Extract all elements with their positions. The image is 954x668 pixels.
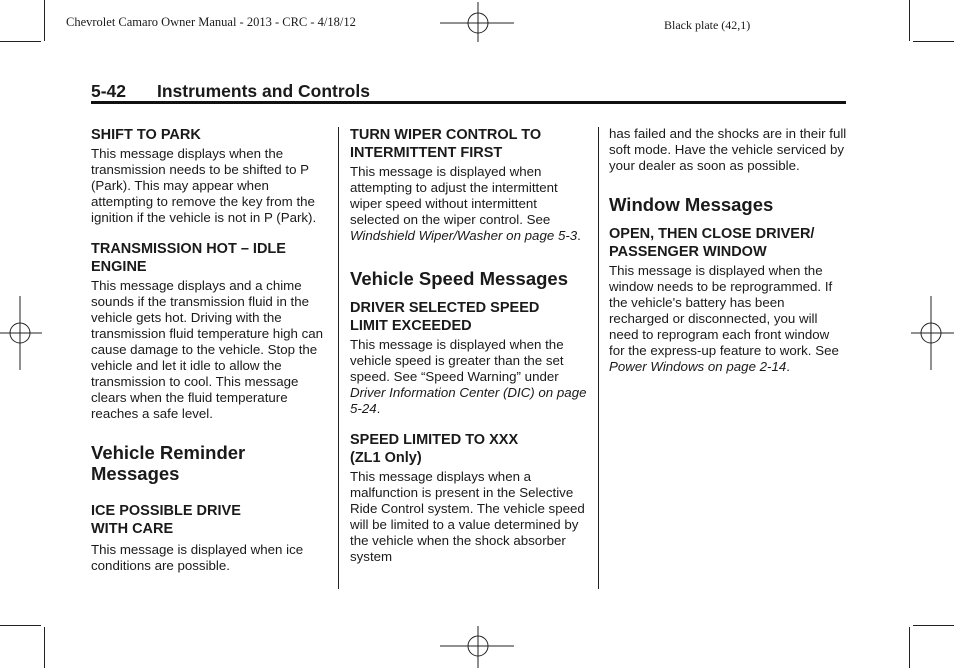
crop-mark: [913, 625, 954, 626]
message-description: This message displays when the transmission needs to be shifted to P (Park). This may appear when attempting to remove the key from the ignition if the vehicle is not in P (Park).: [91, 146, 317, 225]
crop-mark: [913, 41, 954, 42]
message-heading: SHIFT TO PARK: [91, 127, 201, 143]
cross-reference-link[interactable]: Driver Information Center (DIC) on page 5-24: [350, 385, 587, 416]
print-header-left: Chevrolet Camaro Owner Manual - 2013 - CRC - 4/18/12: [66, 15, 356, 29]
section-subtitle: Vehicle Speed Messages: [350, 268, 569, 289]
cross-reference-link[interactable]: Power Windows on page 2-14: [609, 359, 787, 374]
print-header-right: Black plate (42,1): [664, 18, 751, 32]
crop-mark: [0, 41, 41, 42]
message-heading: SPEED LIMITED TO XXX (ZL1 Only): [350, 432, 519, 466]
page-heading: [91, 81, 370, 102]
section-subtitle: Window Messages: [609, 194, 774, 215]
page-number: 5-42: [91, 81, 127, 101]
cross-reference-link[interactable]: Windshield Wiper/Washer on page 5-3: [350, 228, 578, 243]
message-heading: TRANSMISSION HOT – IDLE ENGINE: [91, 241, 286, 275]
message-description: This message displays when a malfunction is present in the Selective Ride Control system. The vehicle speed will be limited to a value determined by the vehicle when the shock absorber system: [350, 469, 585, 564]
message-heading: ICE POSSIBLE DRIVE WITH CARE: [91, 503, 241, 537]
message-description: This message is displayed when the window needs to be reprogrammed. If the vehicle's battery has been recharged or disconnected, you will need to reprogram each front window for the express-up feature to work. See Power Windows on page 2-14.: [609, 263, 839, 374]
message-heading: OPEN, THEN CLOSE DRIVER/ PASSENGER WINDOW: [609, 226, 815, 260]
message-description: This message is displayed when the vehicle speed is greater than the set speed. See “Speed Warning” under Driver Information Center (DIC) on page 5-24.: [350, 337, 587, 416]
message-description: This message displays and a chime sounds if the transmission fluid in the vehicle gets hot. Driving with the transmission fluid temperature high can cause damage to the vehicle. Stop the vehicle and let it idle to allow the transmission to cool. This message clears when the fluid temperature reaches a safe level.: [91, 278, 324, 421]
crop-mark: [909, 0, 910, 41]
crop-mark: [44, 0, 45, 41]
section-subtitle: Vehicle Reminder Messages: [91, 442, 246, 484]
column-3: [609, 126, 847, 385]
message-description: has failed and the shocks are in their full soft mode. Have the vehicle serviced by your dealer as soon as possible.: [609, 126, 847, 173]
column-divider: [338, 127, 339, 589]
column-divider: [598, 127, 599, 589]
registration-mark-icon: [440, 2, 514, 42]
registration-mark-icon: [440, 626, 514, 668]
registration-mark-icon: [911, 296, 954, 370]
section-title: Instruments and Controls: [157, 81, 370, 101]
message-heading: TURN WIPER CONTROL TO INTERMITTENT FIRST: [350, 127, 542, 161]
crop-mark: [909, 627, 910, 668]
registration-mark-icon: [0, 296, 42, 370]
column-2: [350, 126, 588, 575]
message-description: This message is displayed when ice conditions are possible.: [91, 542, 304, 573]
column-1: [91, 126, 329, 584]
crop-mark: [44, 627, 45, 668]
crop-mark: [0, 625, 41, 626]
message-description: This message is displayed when attempting to adjust the intermittent wiper speed without intermittent selected on the wiper control. See Windshield Wiper/Washer on page 5-3.: [350, 164, 581, 243]
message-heading: DRIVER SELECTED SPEED LIMIT EXCEEDED: [350, 300, 540, 334]
heading-rule: [91, 101, 846, 104]
